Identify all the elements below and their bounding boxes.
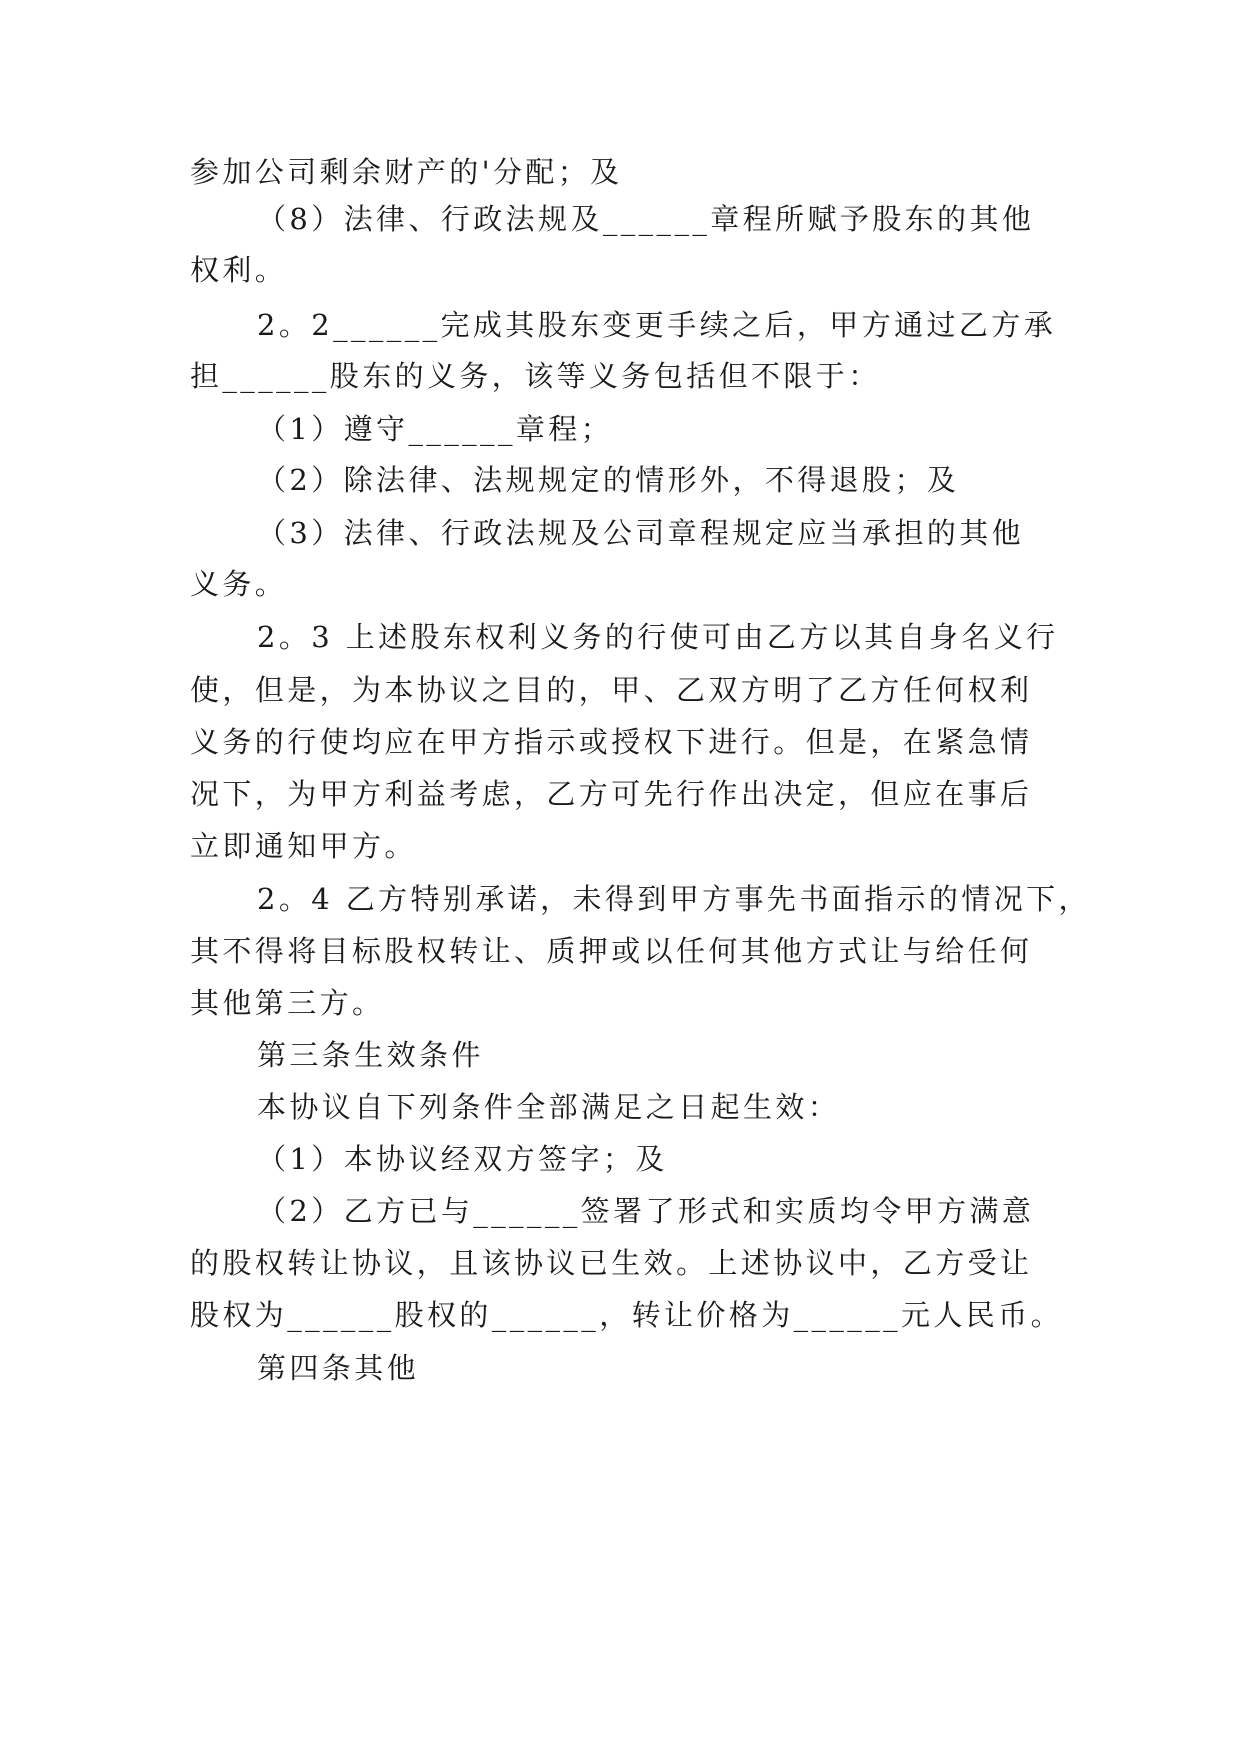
paragraph-line: 担______股东的义务，该等义务包括但不限于： xyxy=(190,359,881,393)
paragraph-line: 其他第三方。 xyxy=(190,986,385,1020)
paragraph-line: （2）除法律、法规规定的情形外，不得退股；及 xyxy=(257,463,960,497)
paragraph-line: （1）本协议经双方签字；及 xyxy=(257,1142,668,1176)
paragraph-line: （3）法律、行政法规及公司章程规定应当承担的其他 xyxy=(257,516,1025,550)
paragraph-line: （1）遵守______章程； xyxy=(257,412,614,446)
section-heading: 第四条其他 xyxy=(257,1351,420,1385)
section-heading: 第三条生效条件 xyxy=(257,1038,484,1072)
paragraph-line: 权利。 xyxy=(190,253,288,287)
paragraph-line: 况下，为甲方利益考虑，乙方可先行作出决定，但应在事后 xyxy=(190,777,1033,811)
paragraph-line: 2。3 上述股东权利义务的行使可由乙方以其自身名义行 xyxy=(257,620,1059,654)
paragraph-line: 股权为______股权的______，转让价格为______元人民币。 xyxy=(190,1298,1064,1332)
paragraph-line: 2。2______完成其股东变更手续之后，甲方通过乙方承 xyxy=(257,308,1057,342)
paragraph-line: 的股权转让协议，且该协议已生效。上述协议中，乙方受让 xyxy=(190,1246,1033,1280)
paragraph-line: 立即通知甲方。 xyxy=(190,829,417,863)
paragraph-line: （8）法律、行政法规及______章程所赋予股东的其他 xyxy=(257,202,1035,236)
paragraph-line: 2。4 乙方特别承诺，未得到甲方事先书面指示的情况下， xyxy=(257,882,1091,916)
paragraph-line: 义务的行使均应在甲方指示或授权下进行。但是，在紧急情 xyxy=(190,725,1033,759)
paragraph-line: 本协议自下列条件全部满足之日起生效： xyxy=(257,1090,841,1124)
paragraph-line: 使，但是，为本协议之目的，甲、乙双方明了乙方任何权利 xyxy=(190,673,1033,707)
paragraph-line: 其不得将目标股权转让、质押或以任何其他方式让与给任何 xyxy=(190,934,1033,968)
paragraph-line: （2）乙方已与______签署了形式和实质均令甲方满意 xyxy=(257,1194,1035,1228)
paragraph-line: 参加公司剩余财产的'分配；及 xyxy=(190,155,623,189)
paragraph-line: 义务。 xyxy=(190,567,288,601)
